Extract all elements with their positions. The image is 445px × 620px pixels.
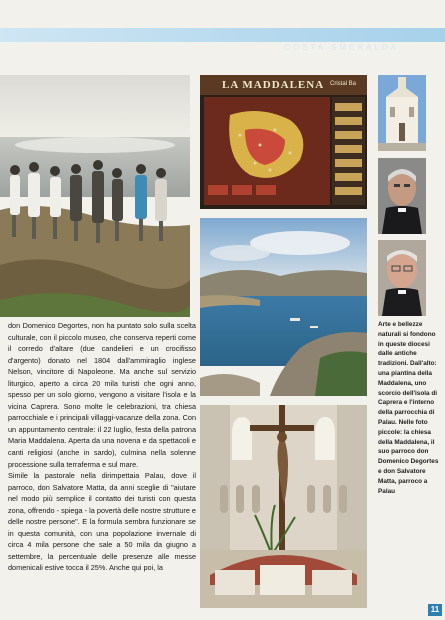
map-sign-label: Cristal Ba bbox=[330, 81, 357, 87]
degortes-portrait bbox=[378, 158, 426, 234]
map-sign-title: LA MADDALENA bbox=[222, 79, 325, 91]
church-interior-photo bbox=[200, 405, 367, 608]
page-number: 11 bbox=[428, 604, 442, 616]
caprera-photo bbox=[200, 218, 367, 396]
caption-text: Arte e bellezze naturali si fondono in queste diocesi dalle antiche tradizioni. Dall'alto: una piantina della Maddalena, uno scorcio dell'isola di Caprera e l'interno della parrocchia di Palau. Nelle foto piccole: la chiesa della Maddalena, il suo parroco don Domenico Degortes e don Salvatore Matta, parroco a Palau bbox=[378, 321, 439, 495]
matta-portrait bbox=[378, 240, 426, 316]
photo-caption bbox=[378, 320, 440, 496]
section-label: COSTA SMERALDA bbox=[284, 43, 399, 52]
article-paragraph-2: Simile la pastorale nella dirimpettaia Palau, dove il parroco, don Salvatore Matta, da anni sceglie di "aiutare nel modo più semplice il contatto dei turisti con questa zona, offrendo - spiega - la povertà delle nostre strutture e delle nostre persone". E la formula sembra funzionare se in questa comunità, con una popolazione invernale di circa 4 mila persone che sale a 50 mila da giugno a settembre, la percentuale delle presenze alle messe domenicali estive tocca il 25%. Anche qui poi, la bbox=[8, 471, 196, 573]
article-body bbox=[8, 320, 196, 574]
article-paragraph-1: don Domenico Degortes, non ha puntato solo sulla scelta culturale, con il piccolo museo, che conserva reperti come il corredo d'altare (due candelieri e un crocifisso d'argento) donato nel 1804 dall'ammiraglio inglese Nelson, vincitore di Napoleone. Ma anche sul servizio liturgico, aperto a circa 20 mila turisti che ogni anno, spesso per un solo giorno, vengono a visitare l'isola e la vicina Caprera. Sono molte le celebrazioni, tra chiesa parrocchiale e i principali villaggi-vacanze della zona. Con un appuntamento centrale: il 22 luglio, festa della patrona Maria Maddalena. Aperta da una novena e da spettacoli e canti religiosi (anche in sardo), culmina nella solenne processione sulla terraferma e sul mare. bbox=[8, 321, 196, 469]
maddalena-church-photo bbox=[378, 75, 426, 151]
header-band bbox=[0, 28, 445, 42]
map-sign-photo bbox=[200, 75, 367, 209]
tourists-photo bbox=[0, 75, 190, 317]
